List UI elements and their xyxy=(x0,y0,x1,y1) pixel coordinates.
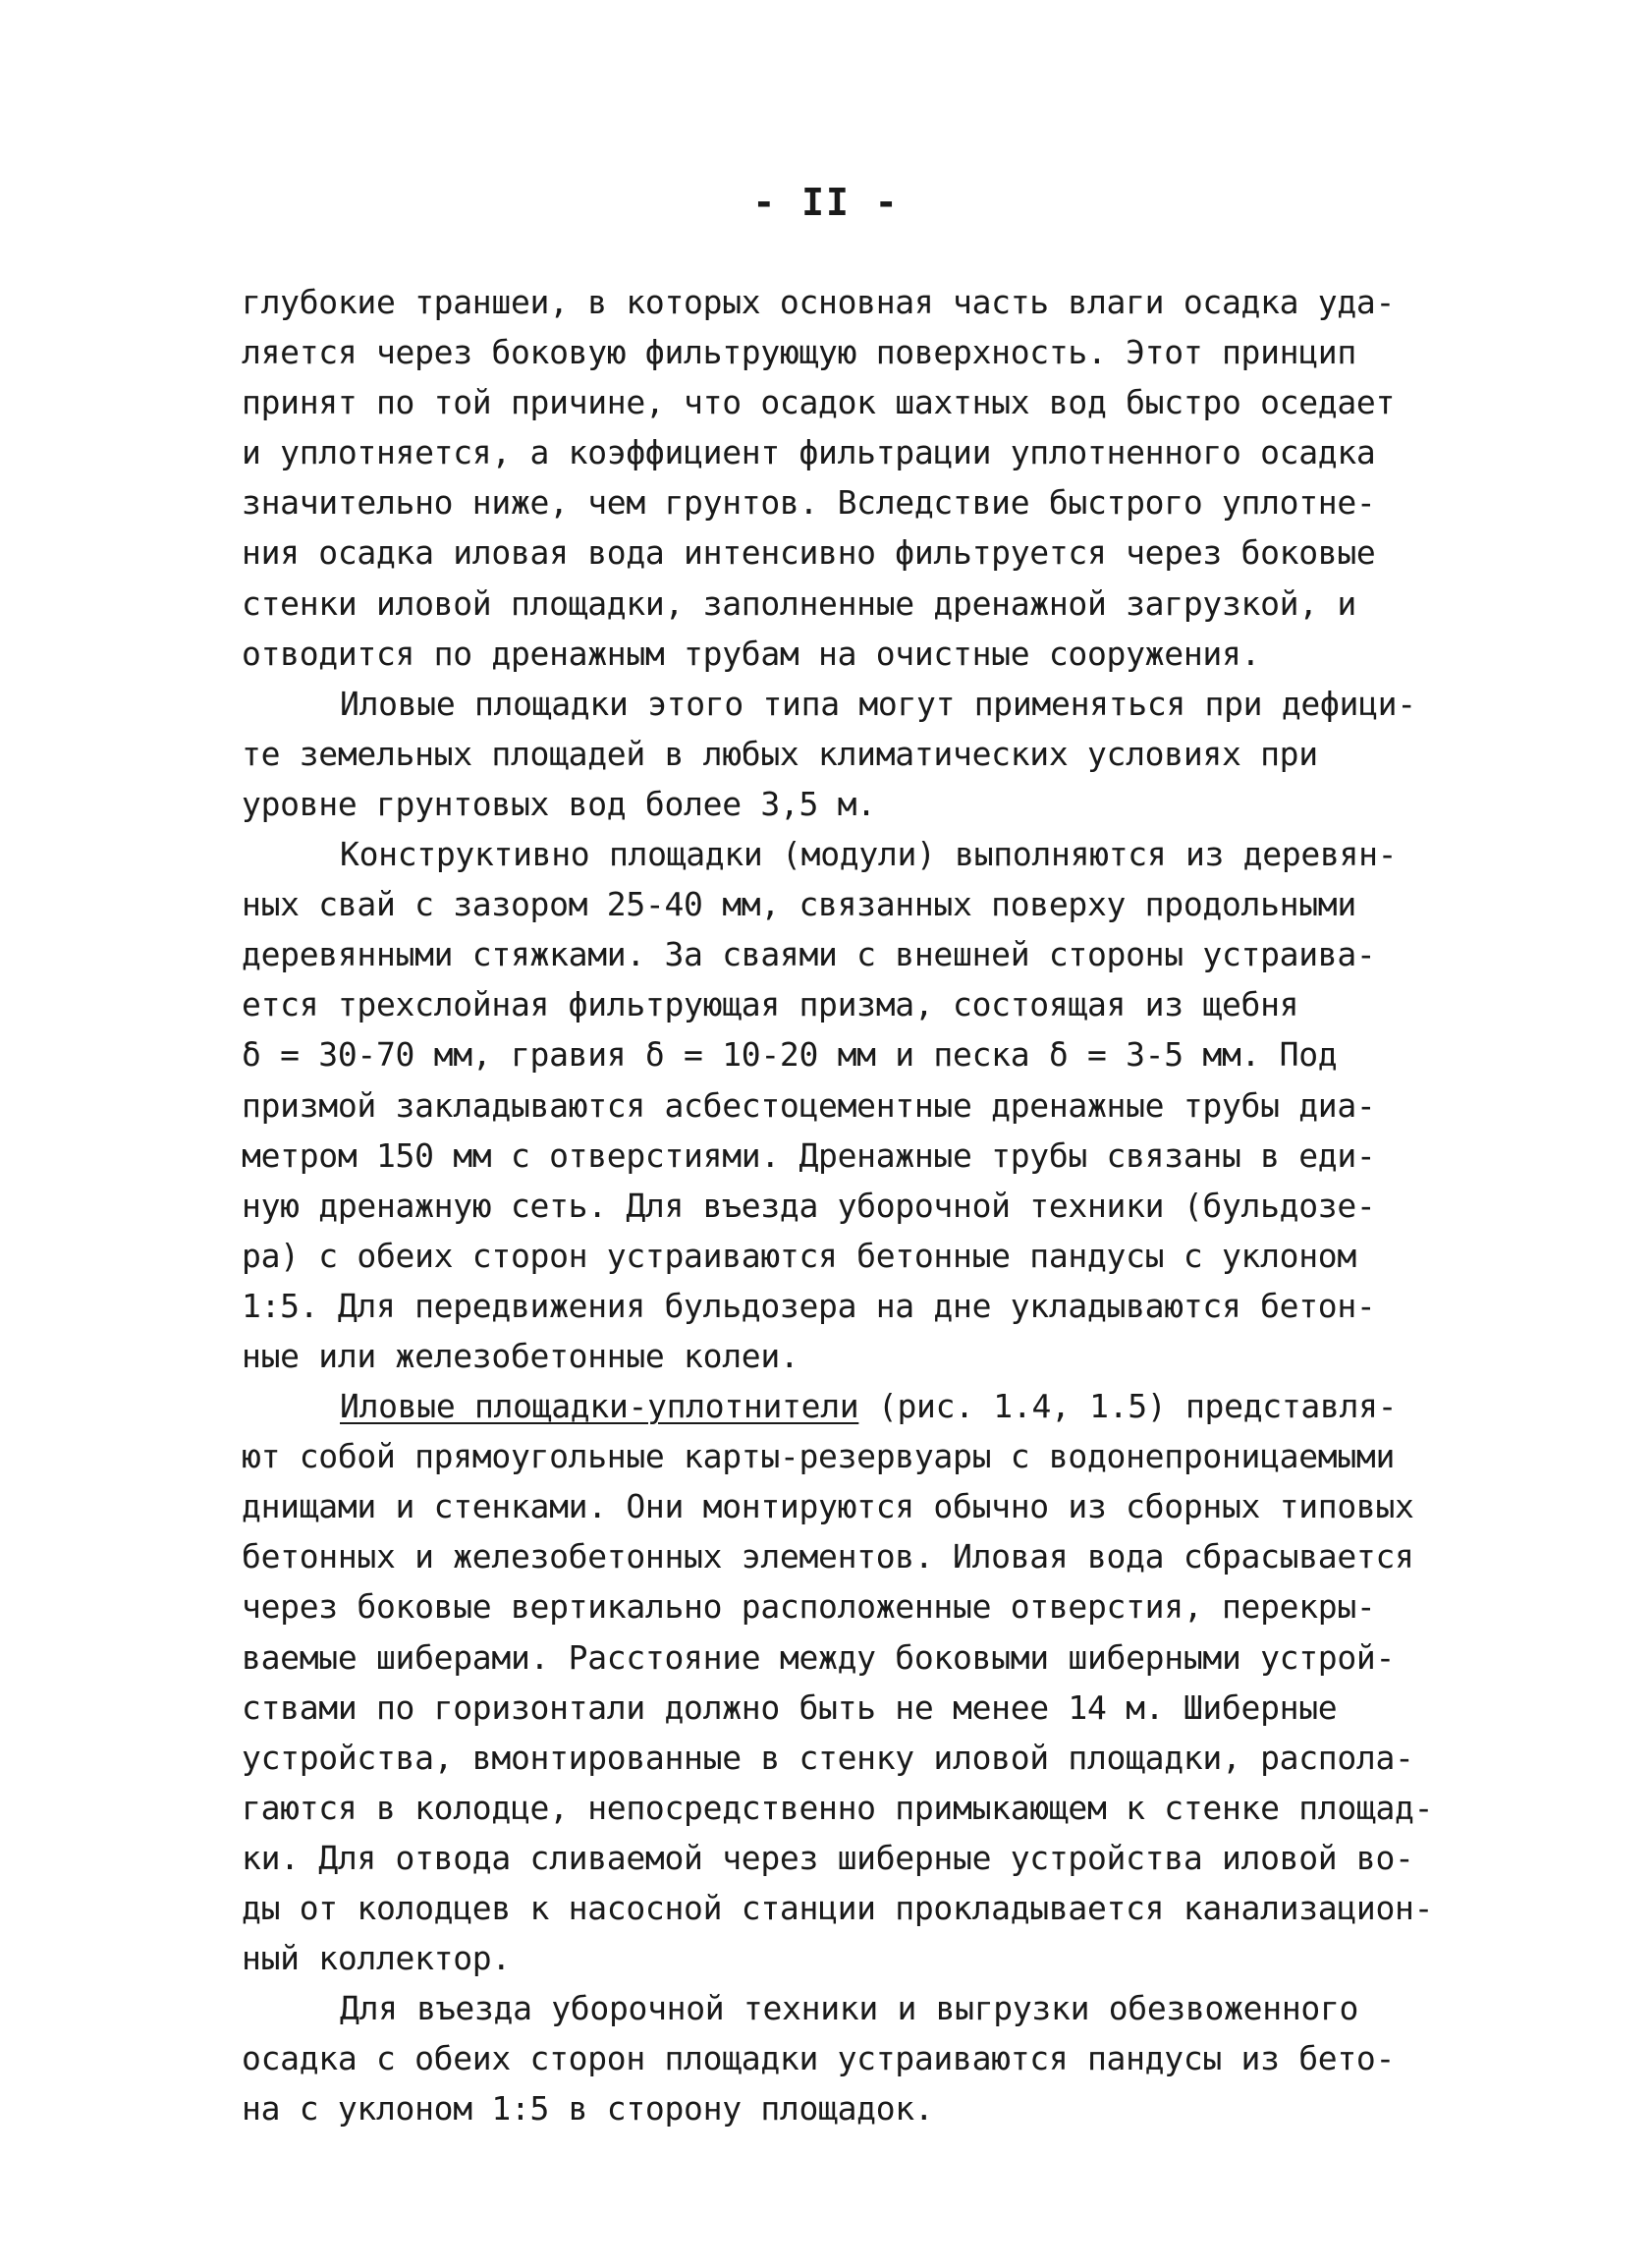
text-line: уровне грунтовых вод более 3,5 м. xyxy=(242,784,876,823)
text-line: на с уклоном 1:5 в сторону площадок. xyxy=(242,2089,934,2129)
text-line: стенки иловой площадки, заполненные дренажной загрузкой, и xyxy=(242,583,1356,623)
heading-continuation: (рис. 1.4, 1.5) представля- xyxy=(877,1387,1398,1426)
text-line: днищами и стенками. Они монтируются обычно из сборных типовых xyxy=(242,1487,1414,1526)
text-line: глубокие траншеи, в которых основная часть влаги осадка уда- xyxy=(242,283,1396,321)
text-line: отводится по дренажным трубам на очистные сооружения. xyxy=(242,634,1261,673)
text-line: ную дренажную сеть. Для въезда уборочной техники (бульдозе- xyxy=(242,1186,1376,1225)
text-line: бетонных и железобетонных элементов. Иловая вода сбрасывается xyxy=(242,1537,1414,1576)
text-line: значительно ниже, чем грунтов. Вследствие быстрого уплотне- xyxy=(242,483,1376,523)
text-line: принят по той причине, что осадок шахтных вод быстро оседает xyxy=(242,383,1396,422)
text-line: метром 150 мм с отверстиями. Дренажные трубы связаны в еди- xyxy=(242,1135,1376,1175)
page-number: - II - xyxy=(752,181,900,224)
paragraph-start-line: Конструктивно площадки (модули) выполняются из деревян- xyxy=(340,835,1398,874)
text-line: ные или железобетонные колеи. xyxy=(242,1336,799,1375)
text-line: ют собой прямоугольные карты-резервуары с водонепроницаемыми xyxy=(242,1437,1396,1476)
text-line: ется трехслойная фильтрующая призма, состоящая из щебня xyxy=(242,985,1299,1024)
text-line: гаются в колодце, непосредственно примыкающем к стенке площад- xyxy=(242,1788,1434,1827)
paragraph-start-line: Для въезда уборочной техники и выгрузки обезвоженного xyxy=(340,1989,1359,2028)
text-line: через боковые вертикально расположенные отверстия, перекры- xyxy=(242,1587,1376,1627)
underlined-heading: Иловые площадки-уплотнители xyxy=(340,1387,859,1426)
paragraph-start-line: Иловые площадки этого типа могут применяться при дефици- xyxy=(340,684,1416,723)
text-line: 1:5. Для передвижения бульдозера на дне укладываются бетон- xyxy=(242,1286,1376,1325)
text-line: призмой закладываются асбестоцементные дренажные трубы диа- xyxy=(242,1085,1376,1125)
text-line: те земельных площадей в любых климатических условиях при xyxy=(242,734,1318,773)
text-line: деревянными стяжками. За сваями с внешней стороны устраива- xyxy=(242,935,1376,974)
text-line: и уплотняется, а коэффициент фильтрации уплотненного осадка xyxy=(242,433,1376,472)
text-line: ляется через боковую фильтрующую поверхность. Этот принцип xyxy=(242,333,1356,372)
text-line: устройства, вмонтированные в стенку иловой площадки, распола- xyxy=(242,1738,1414,1777)
text-line: осадка с обеих сторон площадки устраиваются пандусы из бето- xyxy=(242,2039,1396,2078)
text-line: ра) с обеих сторон устраиваются бетонные пандусы с уклоном xyxy=(242,1236,1356,1275)
text-line: ния осадка иловая вода интенсивно фильтруется через боковые xyxy=(242,533,1376,573)
text-line: ки. Для отвода сливаемой через шиберные устройства иловой во- xyxy=(242,1838,1414,1877)
paragraph-start-line xyxy=(242,1381,1469,1431)
text-line: δ = 30-70 мм, гравия δ = 10-20 мм и песка δ = 3-5 мм. Под xyxy=(242,1035,1338,1075)
text-line: ных свай с зазором 25-40 мм, связанных поверху продольными xyxy=(242,885,1356,924)
text-line: ный коллектор. xyxy=(242,1939,511,1978)
body-text xyxy=(242,277,1469,2133)
text-line: ваемые шиберами. Расстояние между боковыми шиберными устрой- xyxy=(242,1637,1396,1677)
text-line: ды от колодцев к насосной станции прокладывается канализацион- xyxy=(242,1889,1434,1927)
text-line: ствами по горизонтали должно быть не менее 14 м. Шиберные xyxy=(242,1687,1338,1727)
